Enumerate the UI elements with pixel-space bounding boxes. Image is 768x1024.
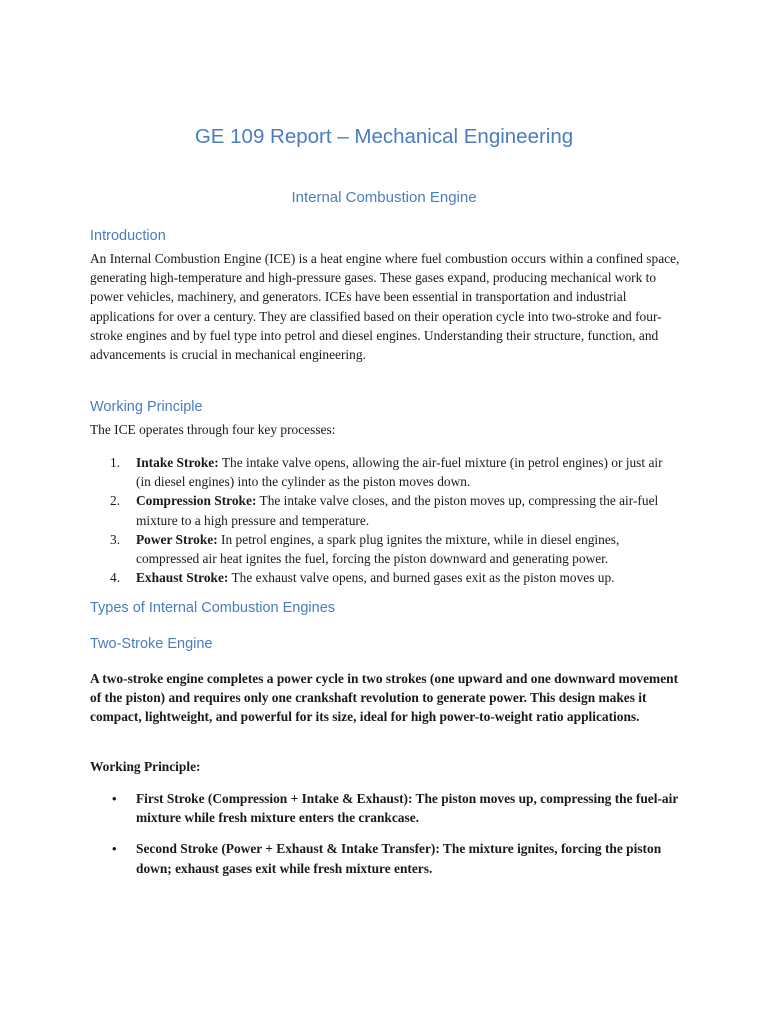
list-item (90, 491, 680, 529)
introduction-text: An Internal Combustion Engine (ICE) is a heat engine where fuel combustion occurs within a confined space, generating high-temperature and high-pressure gases. These gases expand, producing mechanical work to power vehicles, machinery, and generators. ICEs have been essential in transportation and industrial applications for over a century. They are classified based on their operation cycle into two-stroke and four-stroke engines and by fuel type into petrol and diesel engines. Understanding their structure, function, and advancements is crucial in mechanical engineering. (90, 251, 680, 363)
list-text: The exhaust valve opens, and burned gases exit as the piston moves up. (228, 570, 615, 586)
list-term: Compression Stroke: (136, 493, 257, 509)
stroke-bullet-list (90, 789, 680, 878)
list-term: Intake Stroke: (136, 455, 219, 470)
two-stroke-heading: Two-Stroke Engine (90, 636, 213, 652)
working-principle-intro: The ICE operates through four key processes: (90, 422, 336, 437)
list-text: The intake valve closes, and the piston moves up, compressing the air-fuel mixture to a high pressure and temperature. (136, 493, 659, 528)
bullet-icon: • (112, 791, 117, 806)
page-subtitle: Internal Combustion Engine (291, 189, 477, 206)
introduction-heading: Introduction (90, 228, 166, 244)
list-text: First Stroke (Compression + Intake & Exhaust): The piston moves up, compressing the fuel-air mixture while fresh mixture enters the crankcase. (136, 791, 679, 826)
page-title: GE 109 Report – Mechanical Engineering (194, 125, 574, 148)
list-text: In petrol engines, a spark plug ignites the mixture, while in diesel engines, compressed air heat ignites the fuel, forcing the piston downward and generating power. (136, 531, 620, 567)
list-term: Power Stroke: (136, 531, 218, 547)
list-number: 1. (110, 455, 121, 470)
list-number: 3. (110, 531, 121, 547)
list-item (90, 453, 680, 491)
two-stroke-text: A two-stroke engine completes a power cycle in two strokes (one upward and one downward movement of the piston) and requires only one crankshaft revolution to generate power. This design makes it compact, lightweight, and powerful for its size, ideal for high power-to-weight ratio applications. (90, 671, 679, 725)
list-number: 2. (110, 493, 121, 509)
types-heading: Types of Internal Combustion Engines (90, 600, 336, 616)
list-number: 4. (110, 570, 121, 586)
list-text: Second Stroke (Power + Exhaust & Intake Transfer): The mixture ignites, forcing the piston down; exhaust gases exit while fresh mixture enters. (136, 841, 662, 876)
bullet-icon: • (112, 841, 117, 857)
list-item (90, 530, 680, 568)
process-list (90, 453, 680, 587)
list-term: Exhaust Stroke: (136, 570, 229, 586)
working-principle-heading: Working Principle (90, 399, 203, 415)
two-stroke-wp-label: Working Principle: (90, 759, 201, 774)
list-text: The intake valve opens, allowing the air-fuel mixture (in petrol engines) or just air (in diesel engines) into the cylinder as the piston moves down. (136, 455, 663, 490)
list-item (90, 568, 680, 587)
list-item (90, 839, 680, 877)
list-item (90, 789, 680, 827)
